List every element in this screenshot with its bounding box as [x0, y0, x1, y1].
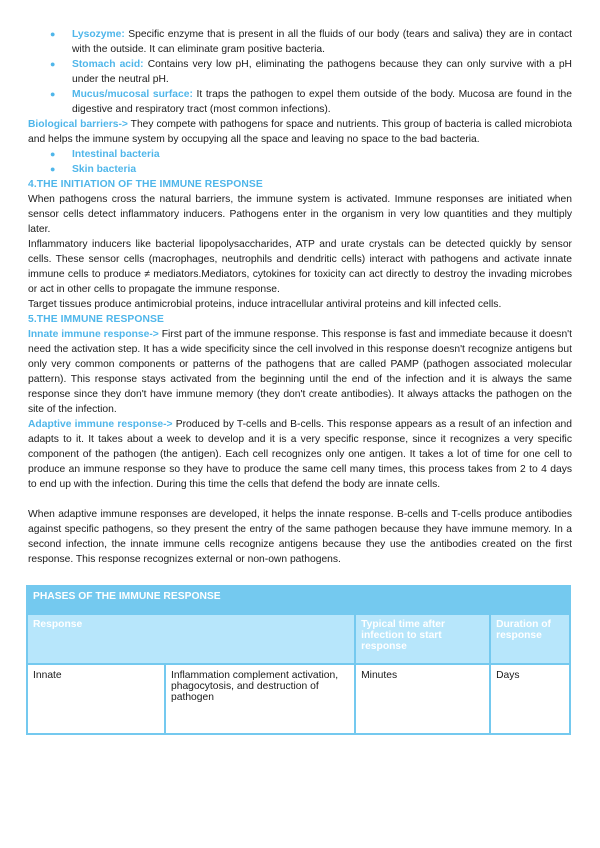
column-header-response: Response	[27, 614, 355, 664]
term-stomach-acid: Stomach acid:	[72, 59, 144, 70]
bullet-icon: ●	[50, 59, 56, 69]
biological-barriers-paragraph	[28, 117, 572, 147]
paragraph-text: First part of the immune response. This response is fast and immediate because it doesn't need the activation step. It has a wide specificity since the cell involved in this response doesn't recognize antigens but only very common components or patterns of the pathogens that are called PAMP (pathogen associated molecular pattern). This response stays activated from the beginning until the end of the infection and it is always the same response since they don't have immune memory (they don't create antibodies). It always attacks the pathogen on the site of the infection.	[28, 329, 572, 415]
adaptive-response-paragraph	[28, 417, 572, 492]
section4-paragraph-3: Target tissues produce antimicrobial proteins, induce intracellular antiviral proteins and kill infected cells.	[28, 299, 502, 310]
table-title: PHASES OF THE IMMUNE RESPONSE	[27, 586, 570, 614]
list-item-skin-bacteria	[28, 162, 572, 177]
term-mucus: Mucus/mucosal surface:	[72, 89, 193, 100]
closing-paragraph: When adaptive immune responses are developed, it helps the innate response. B-cells and T-cells produce antibodies against specific pathogens, so they present the entry of the same pathogen because they have immune memory. In a second infection, the innate immune cells recognize antigens because they use the antibodies created on the first response. This response recognizes external or non-own pathogens.	[28, 509, 572, 565]
natural-barriers-list	[28, 27, 572, 117]
paragraph-text: Produced by T-cells and B-cells. This response appears as a result of an infection and adapts to it. It takes about a week to develop and it is a very specific response, since it recognizes a very specific component of the pathogen (the antigen). Each cell recognizes only one antigen. It takes a lot of time for one cell to produce an immune response so they have to produce the same cell many times, this process takes from 2 to 4 days to end up with the infection. During this time the cells that defend the body are innate cells.	[28, 419, 572, 490]
biological-barriers-list	[28, 147, 572, 177]
term-biological-barriers: Biological barriers->	[28, 119, 128, 130]
term-lysozyme: Lysozyme:	[72, 29, 125, 40]
paragraph-text: They compete with pathogens for space and nutrients. This group of bacteria is called microbiota and helps the immune system by occupying all the space and leaving no space to the bad bacteria.	[28, 119, 572, 145]
bullet-icon: ●	[50, 164, 56, 174]
definition: Contains very low pH, eliminating the pathogens because they can only survive with a pH under the neutral pH.	[72, 59, 572, 85]
list-item-intestinal-bacteria	[28, 147, 572, 162]
table-row	[27, 664, 570, 734]
bullet-icon: ●	[50, 29, 56, 39]
table-header-row	[27, 614, 570, 664]
term-adaptive-response: Adaptive immune response->	[28, 419, 173, 430]
section4-paragraph-1: When pathogens cross the natural barriers, the immune system is activated. Immune responses are initiated when sensor cells detect inflammatory inducers. Pathogens enter in the organism in very low quantities and they multiply later.	[28, 194, 572, 235]
column-header-start-time: Typical time after infection to start response	[355, 614, 490, 664]
list-item-mucus	[28, 87, 572, 117]
cell-start-time: Minutes	[355, 664, 490, 734]
cell-duration: Days	[490, 664, 570, 734]
bullet-icon: ●	[50, 89, 56, 99]
bullet-icon: ●	[50, 149, 56, 159]
section4-paragraph-2: Inflammatory inducers like bacterial lipopolysaccharides, ATP and urate crystals can be detected quickly by sensor cells. These sensor cells (macrophages, neutrophils and dendritic cells) interact with pathogens and activate innate immune cells to produce ≠ mediators.Mediators, cytokines for toxicity can act directly to destroy the invading microbes or act in other cells to propagate the immune response.	[28, 239, 572, 295]
list-item-label: Skin bacteria	[72, 164, 137, 175]
table-title-row	[27, 586, 570, 614]
list-item-lysozyme	[28, 27, 572, 57]
innate-response-paragraph	[28, 327, 572, 417]
term-innate-response: Innate immune response->	[28, 329, 159, 340]
definition: It traps the pathogen to expel them outside of the body. Mucosa are found in the digestive and respiratory tract (most common infections).	[72, 89, 572, 115]
definition: Specific enzyme that is present in all the fluids of our body (tears and saliva) they are in contact with the outside. It can eliminate gram positive bacteria.	[72, 29, 572, 55]
spacer	[28, 492, 572, 507]
cell-response-type: Innate	[27, 664, 165, 734]
cell-description: Inflammation complement activation, phagocytosis, and destruction of pathogen	[165, 664, 355, 734]
section-heading-5: 5.THE IMMUNE RESPONSE	[28, 314, 164, 325]
column-header-duration: Duration of response	[490, 614, 570, 664]
list-item-label: Intestinal bacteria	[72, 149, 160, 160]
document-page	[28, 27, 572, 567]
section-heading-4: 4.THE INITIATION OF THE IMMUNE RESPONSE	[28, 179, 263, 190]
list-item-stomach-acid	[28, 57, 572, 87]
phases-table	[26, 585, 571, 735]
